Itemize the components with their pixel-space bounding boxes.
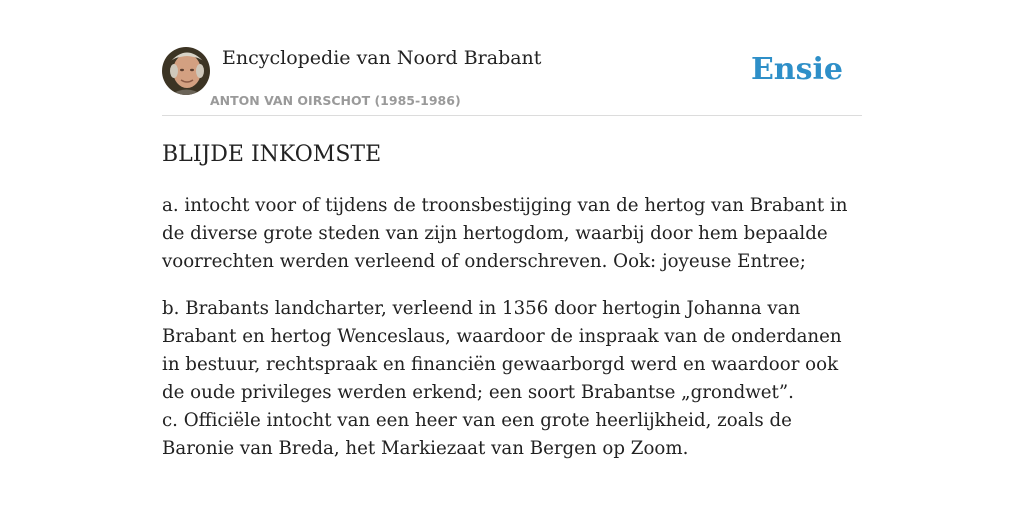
ensie-logo[interactable]: Ensie xyxy=(750,52,843,87)
author-avatar[interactable] xyxy=(162,47,210,95)
author-portrait xyxy=(162,47,210,95)
author-name[interactable]: ANTON VAN OIRSCHOT (1985-1986) xyxy=(210,93,461,108)
definition-paragraph-a: a. intocht voor of tijdens de troonsbestijging van de hertog van Brabant in de diverse grote steden van zijn hertogdom, waarbij door hem bepaalde voorrechten werden verleend of onderschreven. Ook: joyeuse Entree; xyxy=(162,195,848,272)
source-title[interactable]: Encyclopedie van Noord Brabant xyxy=(222,47,542,69)
article-headword: BLIJDE INKOMSTE xyxy=(162,142,382,167)
definition-block-bc xyxy=(162,295,862,463)
header-divider xyxy=(162,115,862,116)
definition-paragraph-c: c. Officiële intocht van een heer van een grote heerlijkheid, zoals de Baronie van Breda, het Markiezaat van Bergen op Zoom. xyxy=(162,410,792,459)
definition-block-a xyxy=(162,192,862,276)
definition-paragraph-b: b. Brabants landcharter, verleend in 1356 door hertogin Johanna van Brabant en hertog Wenceslaus, waardoor de inspraak van de onderdanen in bestuur, rechtspraak en financiën gewaarborgd werd en waardoor ook de oude privileges werden erkend; een soort Brabantse „grondwet”. xyxy=(162,298,842,403)
